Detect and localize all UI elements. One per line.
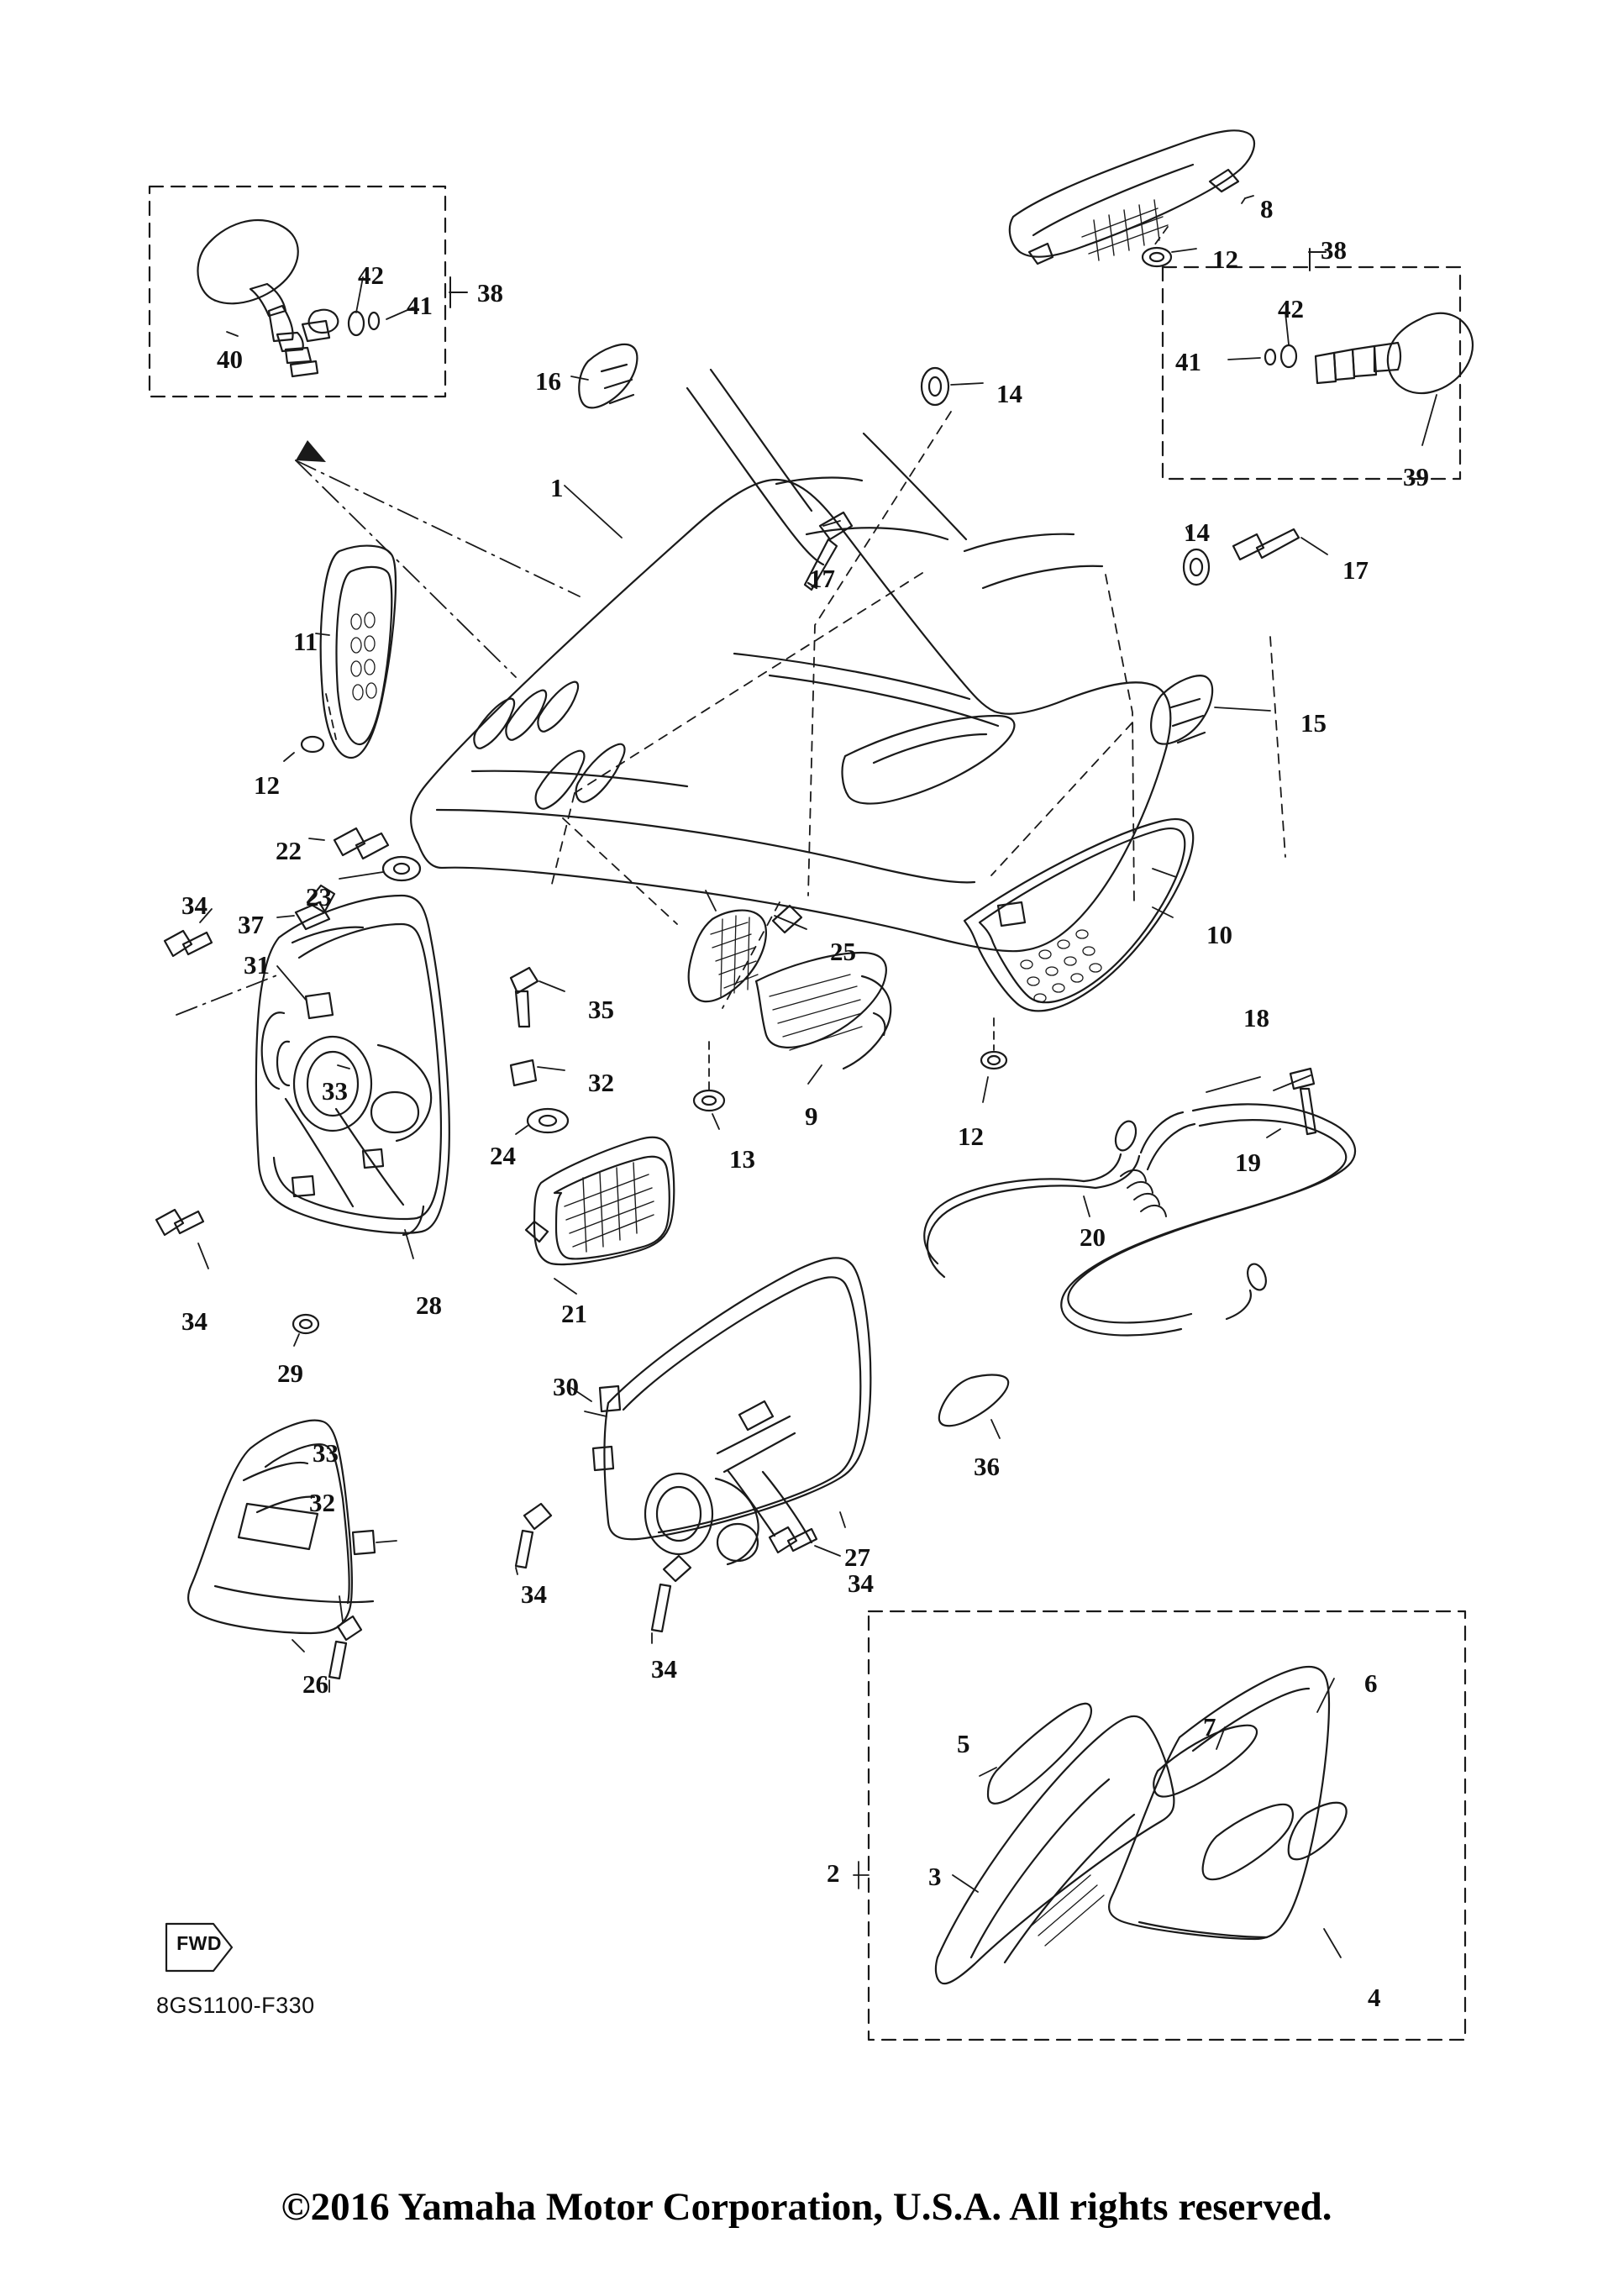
callout-23: 23 [306, 882, 332, 912]
callout-34-a: 34 [181, 891, 208, 920]
part-13-washer [694, 1090, 724, 1111]
callout-32-a: 32 [588, 1068, 614, 1097]
callout-26: 26 [302, 1669, 328, 1699]
callout-35: 35 [588, 995, 614, 1024]
part-12-grommet-c [981, 1052, 1006, 1069]
callout-18: 18 [1243, 1003, 1269, 1032]
part-9-vent [756, 953, 886, 1048]
callout-6: 6 [1364, 1668, 1378, 1698]
callout-38-b: 38 [1321, 235, 1347, 265]
callout-34-d: 34 [848, 1568, 874, 1598]
callout-37: 37 [238, 910, 264, 939]
callout-1: 1 [550, 473, 564, 502]
callout-15: 15 [1300, 708, 1327, 738]
callout-39: 39 [1403, 462, 1429, 491]
fwd-label: FWD [176, 1932, 222, 1954]
part-14-grommet-a [922, 368, 948, 405]
copyright-notice: ©2016 Yamaha Motor Corporation, U.S.A. All rights reserved. [281, 2185, 1332, 2229]
part-1-hood-main [411, 480, 1170, 951]
diagram-part-code: 8GS1100-F330 [156, 1993, 315, 2018]
part-27-side-cover [604, 1258, 870, 1539]
callout-38-a: 38 [477, 278, 503, 307]
part-34-bolt-c [524, 1504, 551, 1529]
part-12-grommet-a [1143, 248, 1171, 266]
callout-19: 19 [1235, 1148, 1261, 1177]
part-34-bolt-e [664, 1556, 691, 1581]
callout-9: 9 [805, 1101, 818, 1131]
callout-32-b: 32 [309, 1488, 335, 1517]
part-25-clip [773, 906, 801, 933]
callout-42-b: 42 [1278, 294, 1304, 323]
callout-42-a: 42 [358, 260, 384, 290]
callout-20: 20 [1080, 1222, 1106, 1252]
group-box-left-mirror [150, 187, 445, 397]
part-14-grommet-b [1184, 549, 1209, 585]
mirror-left-body [197, 220, 297, 303]
callout-33-b: 33 [313, 1438, 339, 1468]
callout-34-c: 34 [521, 1579, 547, 1609]
callout-27: 27 [844, 1542, 870, 1572]
callout-34-e: 34 [651, 1654, 677, 1684]
part-6-decal [1109, 1667, 1329, 1939]
callout-30: 30 [553, 1372, 579, 1401]
part-34-bolt-f [338, 1616, 361, 1640]
part-12-grommet-b [302, 737, 323, 752]
callout-41-a: 41 [407, 291, 433, 320]
callout-31: 31 [244, 950, 270, 980]
part-25-vent [689, 911, 766, 1002]
callout-12-a: 12 [1212, 244, 1238, 274]
callout-5: 5 [957, 1729, 970, 1758]
callout-14-b: 14 [1184, 518, 1210, 547]
part-29-grommet [293, 1315, 318, 1333]
callout-41-b: 41 [1175, 347, 1201, 376]
callout-12-c: 12 [958, 1122, 984, 1151]
part-36-trim [939, 1375, 1008, 1426]
part-23-washer [383, 857, 420, 880]
callout-36: 36 [974, 1452, 1000, 1481]
callout-24: 24 [490, 1141, 516, 1170]
callout-34-b: 34 [181, 1306, 208, 1336]
callout-8: 8 [1260, 194, 1274, 223]
part-35-bolt [511, 968, 538, 993]
callout-21: 21 [561, 1299, 587, 1328]
callout-10: 10 [1206, 920, 1232, 949]
part-27-housing [645, 1474, 712, 1554]
callout-7: 7 [1203, 1712, 1216, 1742]
callout-40: 40 [217, 344, 243, 374]
callout-33-a: 33 [322, 1076, 348, 1106]
part-32-clip-a [511, 1060, 536, 1085]
part-16 [579, 344, 637, 407]
callout-13: 13 [729, 1144, 755, 1174]
callout-17-b: 17 [1342, 555, 1369, 585]
callout-17-a: 17 [809, 564, 835, 593]
callout-28: 28 [416, 1290, 442, 1320]
group-box-right-mirror [1163, 267, 1460, 479]
callout-2: 2 [827, 1858, 840, 1888]
callout-29: 29 [277, 1358, 303, 1388]
part-24-nut [528, 1109, 568, 1132]
callout-11: 11 [293, 627, 318, 656]
callout-4: 4 [1368, 1983, 1381, 2012]
callout-16: 16 [535, 366, 561, 396]
callout-12-b: 12 [254, 770, 280, 800]
callout-22: 22 [276, 836, 302, 865]
part-3-decal [936, 1716, 1174, 1983]
callout-3: 3 [928, 1862, 942, 1891]
callout-14-a: 14 [996, 379, 1022, 408]
part-5-decal [988, 1704, 1091, 1804]
callout-25: 25 [830, 937, 856, 966]
